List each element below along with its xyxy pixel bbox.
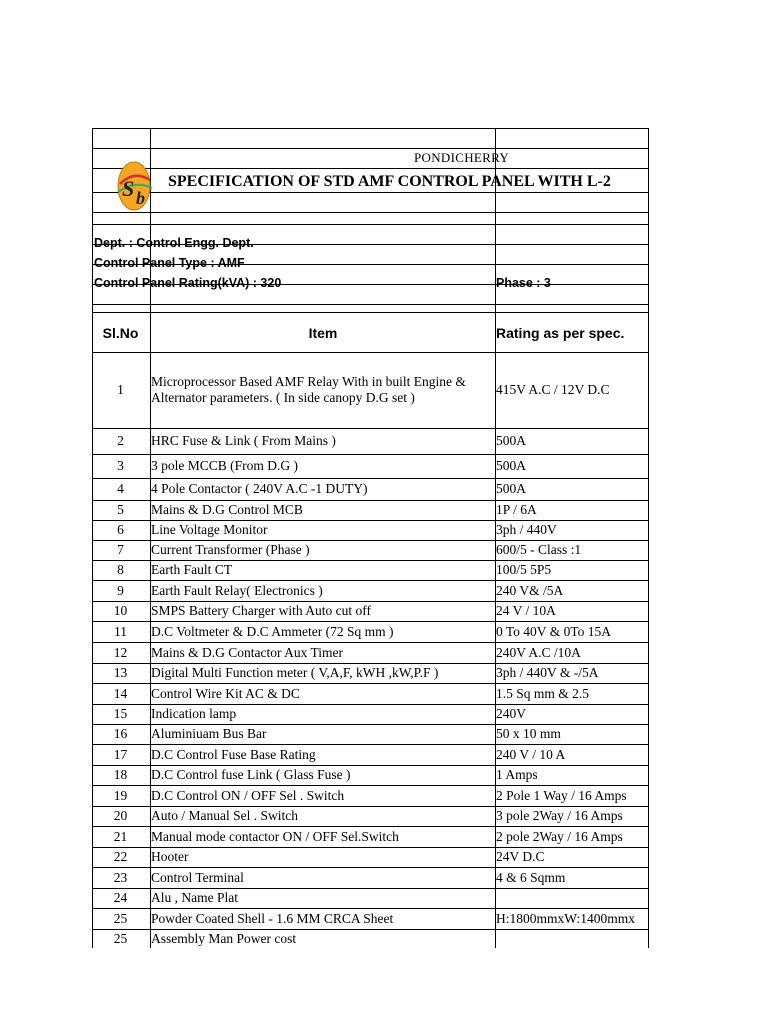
grid-line-h	[92, 621, 648, 622]
grid-line-h	[92, 560, 648, 561]
row-rating: 240V	[496, 706, 526, 721]
grid-line-h	[92, 192, 648, 193]
table-grid	[92, 128, 648, 948]
row-sl-no: 7	[117, 542, 124, 557]
row-sl-no: 12	[113, 645, 128, 660]
row-rating: 3ph / 440V	[496, 522, 557, 537]
grid-line-h	[92, 744, 648, 745]
row-sl-no: 4	[117, 481, 124, 496]
row-item: Digital Multi Function meter ( V,A,F, kWH ,kW,P.F )	[151, 665, 439, 680]
row-sl-no: 18	[113, 767, 128, 782]
header-rating: Rating as per spec.	[496, 325, 625, 341]
row-item: D.C Control fuse Link ( Glass Fuse )	[151, 767, 351, 782]
grid-line-v	[150, 128, 151, 948]
row-rating: 240 V / 10 A	[496, 747, 566, 762]
row-sl-no: 11	[114, 624, 127, 639]
row-item: HRC Fuse & Link ( From Mains )	[151, 433, 336, 448]
grid-line-h	[92, 454, 648, 455]
grid-line-h	[92, 148, 648, 149]
grid-line-h	[92, 212, 648, 213]
grid-line-h	[92, 847, 648, 848]
row-item: Manual mode contactor ON / OFF Sel.Switch	[151, 829, 399, 844]
row-rating: 415V A.C / 12V D.C	[496, 382, 610, 397]
row-sl-no: 9	[117, 583, 124, 598]
row-item: D.C Control ON / OFF Sel . Switch	[151, 788, 345, 803]
row-rating: 1 Amps	[496, 767, 538, 782]
grid-line-h	[92, 765, 648, 766]
grid-line-h	[92, 867, 648, 868]
header-item: Item	[308, 325, 338, 341]
row-item: Earth Fault CT	[151, 562, 232, 577]
row-item: Mains & D.G Contactor Aux Timer	[151, 645, 344, 660]
grid-line-h	[92, 908, 648, 909]
row-sl-no: 8	[117, 562, 124, 577]
row-rating: 2 pole 2Way / 16 Amps	[496, 829, 623, 844]
row-sl-no: 25	[113, 931, 128, 946]
row-sl-no: 13	[113, 665, 128, 680]
grid-line-v	[648, 128, 649, 948]
row-rating: 500A	[496, 481, 526, 496]
grid-line-h	[92, 224, 648, 225]
grid-line-h	[92, 888, 648, 889]
row-rating: 24V D.C	[496, 849, 545, 864]
row-sl-no: 10	[113, 603, 128, 618]
grid-line-h	[92, 601, 648, 602]
row-item: Current Transformer (Phase )	[151, 542, 310, 557]
row-rating: 240 V& /5A	[496, 583, 564, 598]
panel-type-label: Control Panel Type : AMF	[94, 256, 245, 270]
grid-line-h	[92, 580, 648, 581]
row-sl-no: 20	[113, 808, 128, 823]
row-sl-no: 2	[117, 433, 124, 448]
page-title: SPECIFICATION OF STD AMF CONTROL PANEL WITH L-2	[168, 173, 611, 190]
grid-line-h	[92, 312, 648, 313]
grid-line-v	[495, 128, 496, 948]
grid-line-h	[92, 520, 648, 521]
row-rating: 4 & 6 Sqmm	[496, 870, 566, 885]
grid-line-h	[92, 806, 648, 807]
row-item: Assembly Man Power cost	[151, 931, 297, 946]
row-item: 4 Pole Contactor ( 240V A.C -1 DUTY)	[151, 481, 368, 496]
row-sl-no: 3	[117, 458, 124, 473]
row-sl-no: 19	[113, 788, 128, 803]
row-rating: 1.5 Sq mm & 2.5	[496, 686, 590, 701]
spreadsheet	[92, 128, 652, 948]
row-sl-no: 1	[117, 382, 124, 397]
row-rating: 500A	[496, 458, 526, 473]
grid-line-h	[92, 826, 648, 827]
grid-line-h	[92, 642, 648, 643]
header-sl-no: Sl.No	[102, 325, 139, 341]
row-rating: 100/5 5P5	[496, 562, 552, 577]
grid-line-h	[92, 168, 648, 169]
row-rating: 3ph / 440V & -/5A	[496, 665, 599, 680]
grid-line-h	[92, 704, 648, 705]
row-item: Alu , Name Plat	[151, 890, 238, 905]
grid-line-h	[92, 478, 648, 479]
row-rating: 1P / 6A	[496, 502, 537, 517]
svg-text:b: b	[136, 188, 145, 208]
row-rating: 2 Pole 1 Way / 16 Amps	[496, 788, 627, 803]
row-rating: 24 V / 10A	[496, 603, 556, 618]
row-item: Line Voltage Monitor	[151, 522, 268, 537]
row-sl-no: 24	[113, 890, 128, 905]
grid-line-h	[92, 352, 648, 353]
row-rating: 50 x 10 mm	[496, 726, 561, 741]
row-item: Microprocessor Based AMF Relay With in built Engine & Alternator parameters. ( In side canopy D.G set )	[151, 374, 466, 405]
row-sl-no: 25	[113, 911, 128, 926]
grid-line-h	[92, 500, 648, 501]
row-item: Powder Coated Shell - 1.6 MM CRCA Sheet	[151, 911, 394, 926]
city-label: PONDICHERRY	[414, 150, 510, 165]
row-item: Earth Fault Relay( Electronics )	[151, 583, 323, 598]
grid-line-h	[92, 663, 648, 664]
row-rating: 500A	[496, 433, 526, 448]
row-sl-no: 17	[113, 747, 128, 762]
row-item: D.C Voltmeter & D.C Ammeter (72 Sq mm )	[151, 624, 394, 639]
row-sl-no: 16	[113, 726, 128, 741]
row-sl-no: 15	[113, 706, 128, 721]
row-sl-no: 21	[113, 829, 128, 844]
grid-line-h	[92, 540, 648, 541]
grid-line-h	[92, 428, 648, 429]
row-item: D.C Control Fuse Base Rating	[151, 747, 316, 762]
company-logo	[114, 158, 158, 214]
row-item: Control Terminal	[151, 870, 244, 885]
grid-line-h	[92, 128, 648, 129]
row-rating: 240V A.C /10A	[496, 645, 581, 660]
grid-line-h	[92, 683, 648, 684]
grid-line-v	[92, 128, 93, 948]
row-item: SMPS Battery Charger with Auto cut off	[151, 603, 371, 618]
row-rating: 0 To 40V & 0To 15A	[496, 624, 611, 639]
svg-text:S: S	[122, 176, 135, 201]
row-rating: 600/5 - Class :1	[496, 542, 582, 557]
row-rating: 3 pole 2Way / 16 Amps	[496, 808, 623, 823]
row-sl-no: 6	[117, 522, 124, 537]
row-item: Control Wire Kit AC & DC	[151, 686, 300, 701]
row-sl-no: 5	[117, 502, 124, 517]
row-sl-no: 14	[113, 686, 128, 701]
row-item: Mains & D.G Control MCB	[151, 502, 303, 517]
row-item: Auto / Manual Sel . Switch	[151, 808, 298, 823]
phase-label: Phase : 3	[496, 276, 551, 290]
panel-rating-label: Control Panel Rating(kVA) : 320	[94, 276, 282, 290]
grid-line-h	[92, 929, 648, 930]
row-item: 3 pole MCCB (From D.G )	[151, 458, 299, 473]
grid-line-h	[92, 785, 648, 786]
dept-label: Dept. : Control Engg. Dept.	[94, 236, 254, 250]
row-sl-no: 22	[113, 849, 128, 864]
grid-line-h	[92, 304, 648, 305]
row-sl-no: 23	[113, 870, 128, 885]
row-rating: H:1800mmxW:1400mmx	[496, 911, 635, 926]
row-item: Indication lamp	[151, 706, 237, 721]
grid-line-h	[92, 724, 648, 725]
row-item: Aluminiuam Bus Bar	[151, 726, 267, 741]
row-item: Hooter	[151, 849, 189, 864]
